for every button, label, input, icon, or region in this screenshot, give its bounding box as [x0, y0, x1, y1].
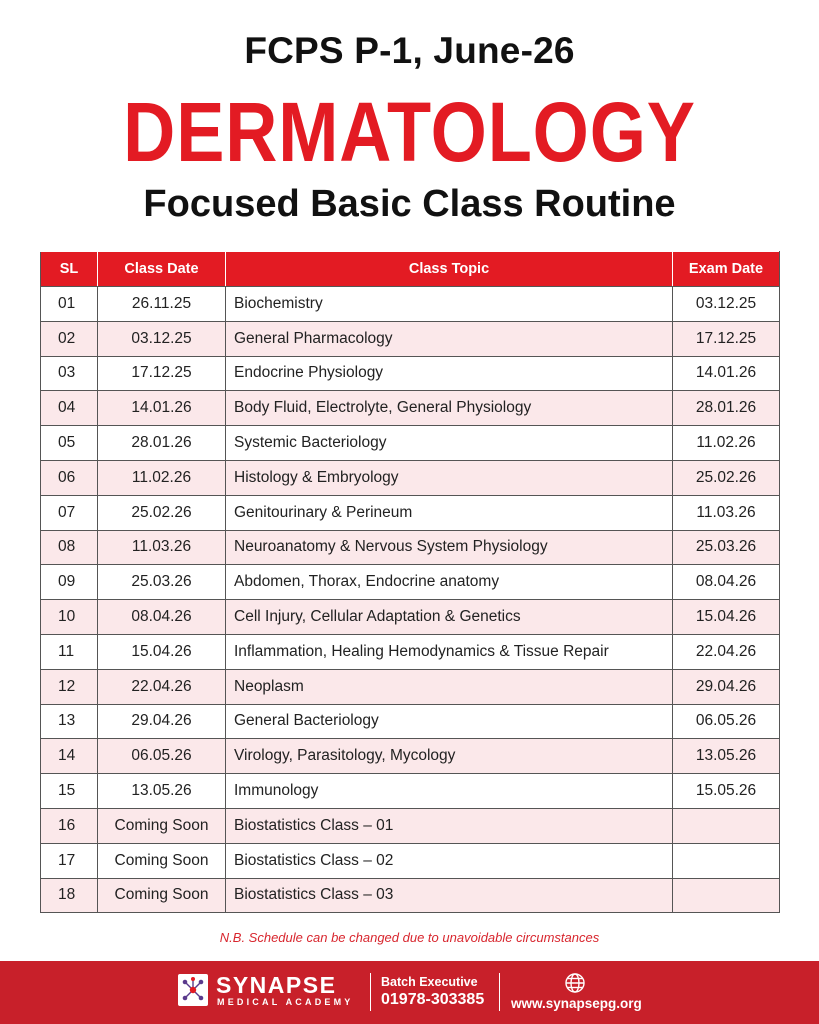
globe-icon — [564, 972, 586, 994]
footer-divider — [370, 973, 371, 1011]
table-row — [41, 356, 780, 391]
table-row — [41, 634, 780, 669]
class-date-cell: 28.01.26 — [98, 426, 226, 461]
routine-subtitle: Focused Basic Class Routine — [143, 183, 676, 225]
table-body — [41, 287, 780, 913]
table-row — [41, 878, 780, 913]
table-row — [41, 600, 780, 635]
exam-date-cell: 17.12.25 — [673, 321, 780, 356]
column-header-exam-date: Exam Date — [673, 252, 780, 287]
class-date-cell: 13.05.26 — [98, 774, 226, 809]
sl-cell: 14 — [41, 739, 98, 774]
subject-title: DERMATOLOGY — [123, 85, 696, 179]
sl-cell: 16 — [41, 808, 98, 843]
class-topic-cell: Genitourinary & Perineum — [226, 495, 673, 530]
table-header — [41, 252, 780, 287]
brand-tagline: MEDICAL ACADEMY — [217, 997, 354, 1007]
class-topic-cell: Endocrine Physiology — [226, 356, 673, 391]
sl-cell: 18 — [41, 878, 98, 913]
class-date-cell: 11.03.26 — [98, 530, 226, 565]
sl-cell: 03 — [41, 356, 98, 391]
table-row — [41, 565, 780, 600]
sl-cell: 11 — [41, 634, 98, 669]
exam-date-cell: 03.12.25 — [673, 287, 780, 322]
table-row — [41, 495, 780, 530]
class-topic-cell: Cell Injury, Cellular Adaptation & Genetics — [226, 600, 673, 635]
molecule-network-icon — [178, 974, 208, 1006]
class-topic-cell: Virology, Parasitology, Mycology — [226, 739, 673, 774]
schedule-note: N.B. Schedule can be changed due to unavoidable circumstances — [219, 930, 600, 945]
exam-date-cell: 15.04.26 — [673, 600, 780, 635]
sl-cell: 15 — [41, 774, 98, 809]
footer-divider — [499, 973, 500, 1011]
class-date-cell: 17.12.25 — [98, 356, 226, 391]
exam-date-cell: 25.02.26 — [673, 460, 780, 495]
batch-executive-label: Batch Executive — [381, 975, 478, 989]
class-topic-cell: Immunology — [226, 774, 673, 809]
table-row — [41, 669, 780, 704]
column-header-class-date: Class Date — [98, 252, 226, 287]
exam-title: FCPS P-1, June-26 — [244, 30, 575, 71]
class-topic-cell: Neuroanatomy & Nervous System Physiology — [226, 530, 673, 565]
class-date-cell: 15.04.26 — [98, 634, 226, 669]
table-row — [41, 704, 780, 739]
class-topic-cell: Inflammation, Healing Hemodynamics & Tissue Repair — [226, 634, 673, 669]
class-topic-cell: Biostatistics Class – 01 — [226, 808, 673, 843]
class-date-cell: 22.04.26 — [98, 669, 226, 704]
exam-date-cell: 13.05.26 — [673, 739, 780, 774]
sl-cell: 08 — [41, 530, 98, 565]
exam-date-cell: 11.02.26 — [673, 426, 780, 461]
class-topic-cell: Body Fluid, Electrolyte, General Physiology — [226, 391, 673, 426]
exam-date-cell: 25.03.26 — [673, 530, 780, 565]
table-row — [41, 843, 780, 878]
class-date-cell: Coming Soon — [98, 878, 226, 913]
batch-executive-phone: 01978-303385 — [381, 991, 485, 1008]
exam-date-cell: 06.05.26 — [673, 704, 780, 739]
class-topic-cell: Neoplasm — [226, 669, 673, 704]
brand-name: SYNAPSE — [216, 972, 337, 998]
footer-bar — [0, 961, 819, 1024]
table-row — [41, 774, 780, 809]
class-date-cell: 29.04.26 — [98, 704, 226, 739]
class-topic-cell: Biochemistry — [226, 287, 673, 322]
class-date-cell: 25.02.26 — [98, 495, 226, 530]
class-topic-cell: Biostatistics Class – 02 — [226, 843, 673, 878]
class-topic-cell: Abdomen, Thorax, Endocrine anatomy — [226, 565, 673, 600]
sl-cell: 13 — [41, 704, 98, 739]
table-row — [41, 287, 780, 322]
table-row — [41, 530, 780, 565]
sl-cell: 17 — [41, 843, 98, 878]
sl-cell: 01 — [41, 287, 98, 322]
class-date-cell: Coming Soon — [98, 808, 226, 843]
class-date-cell: 03.12.25 — [98, 321, 226, 356]
sl-cell: 07 — [41, 495, 98, 530]
class-routine-table — [40, 251, 780, 913]
class-date-cell: Coming Soon — [98, 843, 226, 878]
exam-date-cell: 08.04.26 — [673, 565, 780, 600]
column-header-class-topic: Class Topic — [226, 252, 673, 287]
table-row — [41, 460, 780, 495]
exam-date-cell: 11.03.26 — [673, 495, 780, 530]
class-topic-cell: General Pharmacology — [226, 321, 673, 356]
class-date-cell: 25.03.26 — [98, 565, 226, 600]
exam-date-cell: 14.01.26 — [673, 356, 780, 391]
sl-cell: 05 — [41, 426, 98, 461]
class-date-cell: 11.02.26 — [98, 460, 226, 495]
sl-cell: 02 — [41, 321, 98, 356]
class-date-cell: 14.01.26 — [98, 391, 226, 426]
table-row — [41, 739, 780, 774]
exam-date-cell — [673, 808, 780, 843]
sl-cell: 04 — [41, 391, 98, 426]
class-date-cell: 08.04.26 — [98, 600, 226, 635]
class-date-cell: 06.05.26 — [98, 739, 226, 774]
exam-date-cell — [673, 878, 780, 913]
exam-date-cell: 15.05.26 — [673, 774, 780, 809]
sl-cell: 06 — [41, 460, 98, 495]
exam-date-cell: 29.04.26 — [673, 669, 780, 704]
sl-cell: 09 — [41, 565, 98, 600]
website-link[interactable]: www.synapsepg.org — [511, 996, 642, 1011]
sl-cell: 10 — [41, 600, 98, 635]
exam-date-cell — [673, 843, 780, 878]
class-topic-cell: Biostatistics Class – 03 — [226, 878, 673, 913]
table-header-row — [41, 252, 780, 287]
exam-date-cell: 28.01.26 — [673, 391, 780, 426]
table-row — [41, 321, 780, 356]
class-topic-cell: Histology & Embryology — [226, 460, 673, 495]
sl-cell: 12 — [41, 669, 98, 704]
class-topic-cell: Systemic Bacteriology — [226, 426, 673, 461]
table-row — [41, 391, 780, 426]
table-row — [41, 426, 780, 461]
column-header-sl: SL — [41, 252, 98, 287]
class-date-cell: 26.11.25 — [98, 287, 226, 322]
class-topic-cell: General Bacteriology — [226, 704, 673, 739]
exam-date-cell: 22.04.26 — [673, 634, 780, 669]
table-row — [41, 808, 780, 843]
